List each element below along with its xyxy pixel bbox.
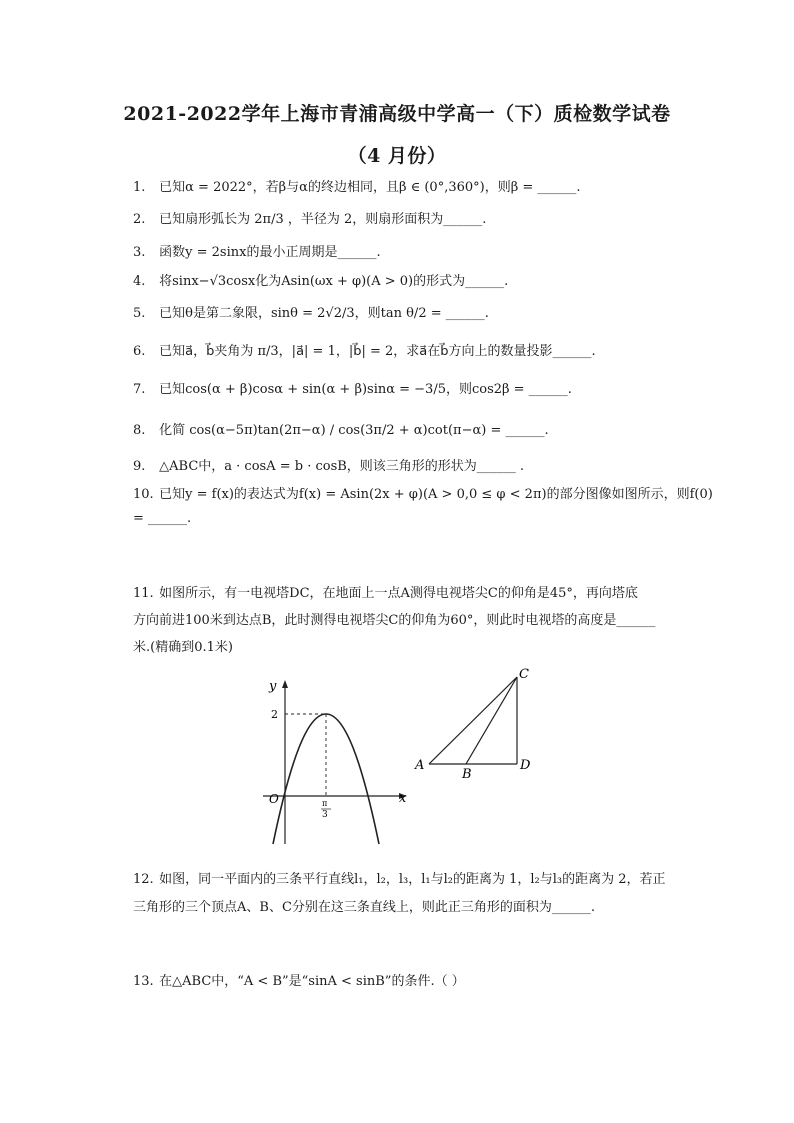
exam-title: 2021-2022学年上海市青浦高级中学高一（下）质检数学试卷 — [123, 103, 671, 125]
question-number: 2. — [133, 212, 146, 227]
exam-subtitle: （4 月份） — [347, 145, 447, 167]
point-b-label: B — [462, 767, 472, 782]
question-number: 11. — [133, 586, 154, 601]
question-text: 将sinx−√3cosx化为Asin(ωx + φ)(A > 0)的形式为______. — [159, 274, 509, 289]
question-number: 13. — [133, 974, 154, 989]
question-text: 在△ABC中，“A < B”是“sinA < sinB”的条件.（ ） — [159, 974, 465, 989]
question-text: 如图，同一平面内的三条平行直线l₁，l₂，l₃，l₁与l₂的距离为 1，l₂与l₃的距离为 2，若正 — [159, 872, 666, 887]
question-8 — [133, 421, 549, 441]
pi-label: π — [322, 799, 328, 808]
question-5 — [133, 304, 489, 324]
question-13 — [133, 972, 465, 992]
three-label: 3 — [322, 810, 328, 820]
question-11-line2 — [133, 611, 655, 631]
question-text: 如图所示，有一电视塔DC，在地面上一点A测得电视塔尖C的仰角是45°，再向塔底 — [159, 586, 638, 601]
question-number: 1. — [133, 180, 146, 195]
question-text: 已知y = f(x)的表达式为f(x) = Asin(2x + φ)(A > 0,0 ≤ φ < 2π)的部分图像如图所示，则f(0) — [159, 487, 713, 502]
question-text: 三角形的三个顶点A、B、C分别在这三条直线上，则此正三角形的面积为______. — [133, 900, 596, 915]
question-2 — [133, 210, 486, 230]
point-d-label: D — [520, 758, 531, 773]
question-number: 9. — [133, 459, 146, 474]
question-11-line3 — [133, 638, 233, 658]
question-12-line2 — [133, 898, 595, 918]
question-10-line2 — [133, 509, 191, 529]
question-text: = ______. — [133, 511, 192, 526]
point-a-label: A — [415, 758, 425, 773]
question-text: 化简 cos(α−5π)tan(2π−α) / cos(3π/2 + α)cot(π−α) = ______. — [159, 423, 549, 438]
question-text: 已知a⃗，b⃗夹角为 π/3，|a⃗| = 1，|b⃗| = 2，求a⃗在b⃗方向上的数量投影______. — [159, 344, 596, 359]
x-axis-label: x — [399, 791, 407, 806]
question-text: 方向前进100米到达点B，此时测得电视塔尖C的仰角为60°，则此时电视塔的高度是______ — [133, 613, 656, 628]
question-text: 已知cos(α + β)cosα + sin(α + β)sinα = −3/5，则cos2β = ______. — [159, 382, 572, 397]
question-10 — [133, 485, 713, 505]
question-text: 已知α = 2022°，若β与α的终边相同，且β ∈ (0°,360°)，则β = ______. — [159, 180, 581, 195]
question-11 — [133, 584, 638, 604]
question-text: △ABC中，a · cosA = b · cosB，则该三角形的形状为______ . — [159, 459, 525, 474]
question-number: 3. — [133, 245, 146, 260]
max-value-label: 2 — [271, 708, 278, 721]
question-text: 米.(精确到0.1米) — [133, 640, 233, 655]
question-4 — [133, 272, 508, 292]
tower-triangle-figure — [410, 664, 540, 784]
question-number: 10. — [133, 487, 154, 502]
question-text: 已知θ是第二象限，sinθ = 2√2/3，则tan θ/2 = ______. — [159, 306, 489, 321]
question-number: 12. — [133, 872, 154, 887]
point-c-label: C — [519, 667, 529, 682]
question-9 — [133, 457, 524, 477]
question-12 — [133, 870, 666, 890]
question-1 — [133, 178, 581, 198]
y-axis-label: y — [269, 679, 277, 694]
question-text: 已知扇形弧长为 2π/3 ，半径为 2，则扇形面积为______. — [159, 212, 487, 227]
question-6 — [133, 342, 596, 362]
question-number: 7. — [133, 382, 146, 397]
question-number: 5. — [133, 306, 146, 321]
question-number: 8. — [133, 423, 146, 438]
question-3 — [133, 243, 381, 263]
sine-graph-figure — [255, 672, 415, 847]
question-text: 函数y = 2sinx的最小正周期是______. — [159, 245, 381, 260]
origin-label: O — [269, 792, 279, 806]
question-7 — [133, 380, 572, 400]
y-axis-arrow — [282, 680, 288, 688]
question-number: 6. — [133, 344, 146, 359]
question-number: 4. — [133, 274, 146, 289]
